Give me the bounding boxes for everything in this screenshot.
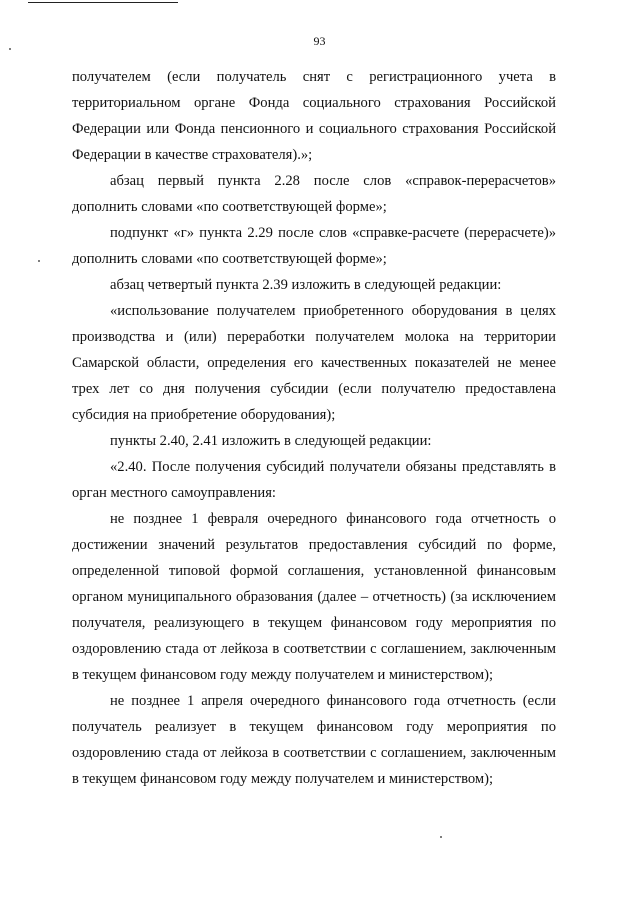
top-rule — [28, 2, 178, 3]
paragraph: не позднее 1 февраля очередного финансового года отчетность о достижении значений результатов предоставления субсидий по форме, определенной типовой формой соглашения, установленной финансовым органом муниципального образования (далее – отчетность) (за исключением получателя, реализующего в текущем финансовом году мероприятия по оздоровлению стада от лейкоза в соответствии с соглашением, заключенным в текущем финансовом году между получателем и министерством); — [72, 511, 556, 683]
scan-artifact-dot — [440, 836, 442, 838]
paragraph: получателем (если получатель снят с регистрационного учета в территориальном органе Фонда социального страхования Российской Федерации или Фонда пенсионного и социального страхования Российской Федерации в качестве страхователя).»; — [72, 69, 556, 163]
paragraph: подпункт «г» пункта 2.29 после слов «справке-расчете (перерасчете)» дополнить словами «по соответствующей форме»; — [72, 225, 556, 267]
paragraph: абзац четвертый пункта 2.39 изложить в следующей редакции: — [110, 277, 502, 293]
paragraph: не позднее 1 апреля очередного финансового года отчетность (если получатель реализует в текущем финансовом году мероприятия по оздоровлению стада от лейкоза в соответствии с соглашением, заключенным в текущем финансовом году между получателем и министерством); — [72, 693, 556, 787]
paragraph: абзац первый пункта 2.28 после слов «справок-перерасчетов» дополнить словами «по соответствующей форме»; — [72, 173, 556, 215]
paragraph: «использование получателем приобретенного оборудования в целях производства и (или) переработки получателем молока на территории Самарской области, определения его качественных показателей не менее трех лет со дня получения субсидии (если получателю предоставлена субсидия на приобретение оборудования); — [72, 303, 556, 423]
scan-artifact-dot — [38, 260, 40, 262]
paragraph: «2.40. После получения субсидий получатели обязаны представлять в орган местного самоуправления: — [72, 459, 556, 501]
paragraph: пункты 2.40, 2.41 изложить в следующей редакции: — [110, 433, 432, 449]
page-number: 93 — [313, 34, 326, 48]
document-body — [72, 64, 556, 792]
